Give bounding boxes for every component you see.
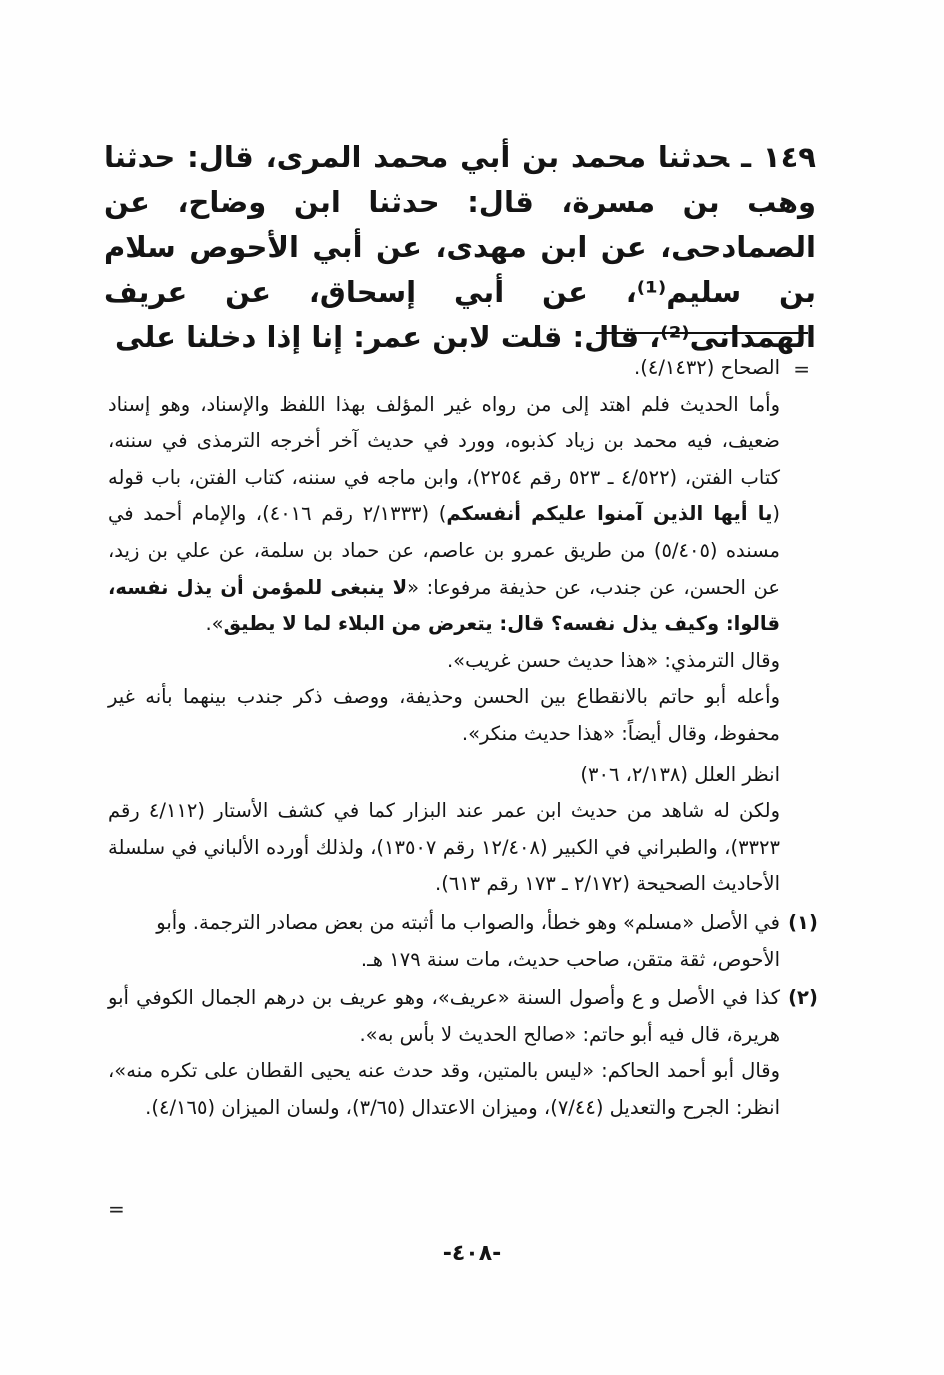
hadith-quote: لا ينبغى للمؤمن أن يذل نفسه، قالوا: وكيف يذل نفسه؟ قال: يتعرض من البلاء لما لا يطيق: [108, 575, 780, 636]
footnote-number: (٢): [788, 986, 818, 1010]
footnote-paragraph: وأعله أبو حاتم بالانقطاع بين الحسن وحذيفة، ووصف ذكر جندب بينهما بأنه غير محفوظ، وقال أيضاً: «هذا حديث منكر».: [108, 685, 780, 745]
footnote-number: (١): [788, 910, 818, 934]
page-number: -٤٠٨-: [442, 1241, 502, 1266]
end-marker: =: [108, 1197, 125, 1221]
footnote-reference: انظر العلل (٢/١٣٨، ٣٠٦): [580, 762, 780, 786]
footnote-separator: [596, 332, 808, 334]
footnote-paragraph: وقال الترمذي: «هذا حديث حسن غريب».: [446, 648, 780, 672]
continuation-marker: =: [793, 357, 810, 381]
footnote-text: وقال أبو أحمد الحاكم: «ليس بالمتين، وقد حدث عنه يحيى القطان على تكره منه»، انظر: الجرح والتعديل (٧/٤٤)، وميزان الاعتدال (٣/٦٥)، ولسان الميزان (٤/١٦٥).: [108, 1059, 780, 1119]
hadith-text: [104, 135, 816, 360]
footnote-text: في الأصل «مسلم» وهو خطأ، والصواب ما أثبته من بعض مصادر الترجمة. وأبو الأحوص، ثقة متقن، صاحب حديث، مات سنة ١٧٩ هـ.: [156, 910, 780, 971]
footnote-1: [108, 905, 826, 978]
hadith-body: حدثنا محمد بن أبي محمد المرى، قال: حدثنا وهب بن مسرة، قال: حدثنا ابن وضاح، عن الصمادحى، عن ابن مهدى، عن أبي الأحوص سلام بن سليم⁽¹⁾، عن أبي إسحاق، عن عريف الهمدانى⁽²⁾، قال: قلت لابن عمر: إنا إذا دخلنا على: [104, 140, 817, 354]
footnotes: [108, 350, 818, 1126]
footnote-continued-line: الصحاح (٤/١٤٣٢).: [634, 356, 780, 379]
footnote-paragraph: وأما الحديث فلم اهتد إلى من رواه غير المؤلف بهذا اللفظ والإسناد، وهو إسناد ضعيف، فيه محمد بن زياد كذبوه، وورد في حديث آخر أخرجه الترمذى في سننه، كتاب الفتن، (٤/٥٢٢ ـ ٥٢٣ رقم ٢٢٥٤)، وابن ماجه في سننه، كتاب الفتن، باب قوله (يا أيها الذين آمنوا عليكم أنفسكم) (٢/١٣٣٣ رقم ٤٠١٦)، والإمام أحمد في مسنده (٥/٤٠٥) من طريق عمرو بن عاصم، عن حماد بن سلمة، عن علي بن زيد، عن الحسن، عن جندب، عن حذيفة مرفوعا: «لا ينبغى للمؤمن أن يذل نفسه، قالوا: وكيف يذل نفسه؟ قال: يتعرض من البلاء لما لا يطيق».: [108, 392, 781, 636]
footnote-2: [108, 980, 826, 1126]
footnote-text: كذا في الأصل و ع وأصول السنة «عريف»، وهو عريف بن درهم الجمال الكوفي أبو هريرة، قال فيه أبو حاتم: «صالح الحديث لا بأس به».: [108, 986, 780, 1046]
quran-quote: يا أيها الذين آمنوا عليكم أنفسكم: [446, 502, 773, 526]
hadith-number: ١٤٩ ـ: [741, 140, 816, 174]
footnote-paragraph: ولكن له شاهد من حديث ابن عمر عند البزار كما في كشف الأستار (٤/١١٢ رقم ٣٣٢٣)، والطبراني في الكبير (١٢/٤٠٨ رقم ١٣٥٠٧)، ولذلك أورده الألباني في سلسلة الأحاديث الصحيحة (٢/١٧٢ ـ ١٧٣ رقم ٦١٣).: [108, 799, 780, 896]
